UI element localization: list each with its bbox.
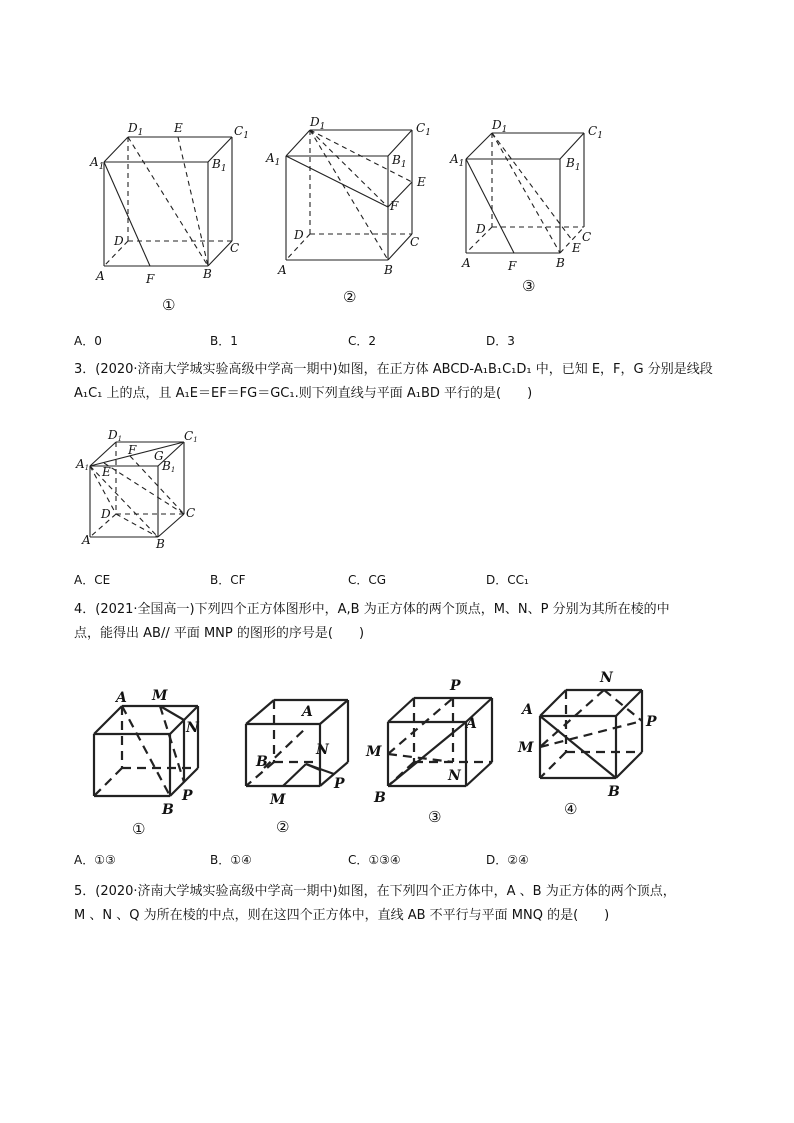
q3-option-d[interactable]: D．CC₁ — [486, 573, 529, 587]
svg-text:A: A — [466, 716, 477, 732]
svg-text:N: N — [316, 742, 329, 758]
svg-text:D: D — [114, 234, 124, 248]
svg-text:C: C — [410, 235, 420, 249]
svg-text:C: C — [582, 230, 592, 244]
svg-text:②: ② — [343, 288, 357, 306]
svg-text:F: F — [146, 272, 155, 286]
svg-text:N: N — [600, 670, 613, 686]
svg-text:③: ③ — [522, 277, 536, 295]
q5-line-2: M 、N 、Q 为所在棱的中点，则在这四个正方体中，直线 AB 不平行与平面 MNQ 的是( ) — [74, 908, 610, 923]
q4-option-c[interactable]: C．①③④ — [348, 853, 401, 867]
svg-text:A: A — [96, 269, 105, 283]
q5-question-text — [74, 880, 724, 928]
q3-option-a[interactable]: A．CE — [74, 573, 111, 587]
svg-text:A: A — [82, 533, 91, 547]
svg-text:B: B — [384, 263, 393, 277]
svg-text:E: E — [102, 465, 111, 479]
q4-option-b[interactable]: B．①④ — [210, 853, 252, 867]
svg-text:G: G — [154, 449, 164, 463]
svg-text:N: N — [186, 720, 199, 736]
svg-text:F: F — [508, 259, 517, 273]
svg-text:F: F — [390, 199, 399, 213]
svg-text:B: B — [374, 790, 386, 806]
q5-line-1: 5．(2020·济南大学城实验高级中学高一期中)如图，在下列四个正方体中，A 、B 为正方体的两个顶点， — [74, 884, 676, 899]
q3-figure — [74, 430, 204, 555]
svg-text:B1: $B_1$ — [212, 157, 227, 174]
svg-text:④: ④ — [564, 800, 578, 818]
q2-option-d[interactable]: D．3 — [486, 334, 515, 348]
q2-option-c[interactable]: C．2 — [348, 334, 377, 348]
q4-option-a[interactable]: A．①③ — [74, 853, 116, 867]
svg-text:E: E — [572, 241, 581, 255]
svg-text:E: E — [417, 175, 426, 189]
q2-option-a[interactable]: A．0 — [74, 334, 102, 348]
q2-figure-1 — [90, 115, 260, 320]
svg-text:P: P — [334, 776, 345, 792]
svg-text:B1: $B_1$ — [566, 156, 581, 173]
q4-figure-2 — [236, 688, 366, 838]
svg-text:F: F — [128, 443, 137, 457]
svg-text:B: B — [203, 267, 212, 281]
svg-text:D1: $D_1$ — [310, 115, 326, 132]
svg-text:B1: B1 — [162, 459, 176, 474]
svg-text:B: B — [156, 537, 165, 551]
q3-line-1: 3．(2020·济南大学城实验高级中学高一期中)如图，在正方体 ABCD-A₁B₁C₁D₁ 中，已知 E，F，G 分别是线段 — [74, 362, 713, 377]
svg-text:A: A — [302, 704, 313, 720]
svg-text:C1: C1 — [184, 429, 198, 444]
svg-text:D1: $D_1$ — [492, 118, 508, 135]
svg-text:C1: $C_1$ — [588, 124, 603, 141]
svg-text:A1: $A_1$ — [450, 152, 465, 169]
q2-figure-2 — [262, 112, 442, 312]
svg-text:D1: D1 — [108, 428, 123, 443]
svg-text:②: ② — [276, 818, 290, 836]
svg-text:A: A — [462, 256, 471, 270]
q4-figure-4 — [516, 668, 666, 818]
svg-text:A1: $A_1$ — [266, 151, 281, 168]
svg-text:①: ① — [162, 296, 176, 314]
svg-text:M: M — [518, 740, 534, 756]
svg-text:P: P — [182, 788, 193, 804]
q3-line-2: A₁C₁ 上的点，且 A₁E＝EF＝FG＝GC₁.则下列直线与平面 A₁BD 平行的是( ) — [74, 386, 533, 401]
q2-figure-3 — [448, 115, 608, 300]
svg-text:A1: $A_1$ — [90, 155, 105, 172]
svg-text:P: P — [646, 714, 657, 730]
q4-question-text — [74, 598, 724, 646]
svg-text:D: D — [476, 222, 486, 236]
svg-text:①: ① — [132, 820, 146, 838]
svg-text:C: C — [230, 241, 240, 255]
q4-figure-3 — [362, 676, 512, 826]
svg-text:B: B — [162, 802, 174, 818]
svg-text:B: B — [556, 256, 565, 270]
svg-text:B1: $B_1$ — [392, 153, 407, 170]
q3-option-b[interactable]: B．CF — [210, 573, 246, 587]
svg-text:③: ③ — [428, 808, 442, 826]
svg-text:E: E — [174, 121, 183, 135]
svg-text:A: A — [278, 263, 287, 277]
svg-text:D: D — [101, 507, 111, 521]
svg-text:M: M — [152, 688, 168, 704]
q4-line-1: 4．(2021·全国高一)下列四个正方体图形中，A,B 为正方体的两个顶点，M、N、P 分别为其所在棱的中 — [74, 602, 670, 617]
svg-text:D1: $D_1$ — [128, 121, 144, 138]
svg-text:C1: $C_1$ — [416, 121, 431, 138]
svg-text:B: B — [256, 754, 268, 770]
q4-option-d[interactable]: D．②④ — [486, 853, 529, 867]
q4-figure-1 — [86, 682, 216, 842]
q3-option-c[interactable]: C．CG — [348, 573, 387, 587]
svg-text:M: M — [270, 792, 286, 808]
svg-text:D: D — [294, 228, 304, 242]
svg-text:A1: A1 — [76, 457, 90, 472]
svg-text:B: B — [608, 784, 620, 800]
svg-text:M: M — [366, 744, 382, 760]
svg-text:N: N — [448, 768, 461, 784]
svg-text:A: A — [116, 690, 127, 706]
svg-text:C: C — [186, 506, 196, 520]
svg-text:A: A — [522, 702, 533, 718]
q3-question-text — [74, 358, 724, 406]
q2-option-b[interactable]: B．1 — [210, 334, 238, 348]
svg-text:P: P — [450, 678, 461, 694]
q4-line-2: 点，能得出 AB// 平面 MNP 的图形的序号是( ) — [74, 626, 365, 641]
svg-text:C1: $C_1$ — [234, 124, 249, 141]
